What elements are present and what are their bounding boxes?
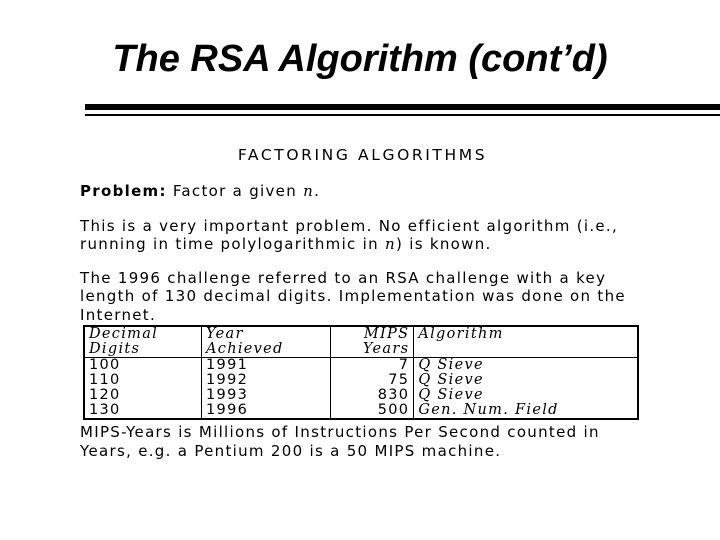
problem-variable: n bbox=[303, 182, 315, 200]
problem-text: Factor a given bbox=[172, 182, 298, 200]
cell-algorithm: Q Sieve bbox=[418, 387, 484, 403]
cell-mips: 75 bbox=[331, 373, 414, 388]
cell-year: 1991 bbox=[202, 358, 331, 374]
mips-definition-paragraph: MIPS-Years is Millions of Instructions Per Second counted in Years, e.g. a Pentium 200 is a 50 MIPS machine. bbox=[80, 423, 600, 460]
title-divider-thin bbox=[85, 114, 720, 116]
importance-end: ) is known. bbox=[396, 235, 492, 253]
cell-algorithm: Q Sieve bbox=[418, 372, 484, 388]
problem-paragraph bbox=[80, 182, 645, 201]
scanned-excerpt bbox=[80, 140, 645, 460]
cell-digits: 100 bbox=[84, 358, 202, 374]
cell-mips: 500 bbox=[331, 403, 414, 419]
importance-paragraph bbox=[80, 217, 645, 254]
header-year: Year Achieved bbox=[202, 326, 331, 358]
cell-mips: 830 bbox=[331, 388, 414, 403]
table-row bbox=[84, 358, 638, 374]
header-mips: MIPS Years bbox=[331, 326, 414, 358]
factoring-table bbox=[83, 325, 639, 420]
table-header-row bbox=[84, 326, 638, 358]
cell-digits: 120 bbox=[84, 388, 202, 403]
problem-end: . bbox=[314, 182, 321, 200]
header-algorithm: Algorithm bbox=[418, 326, 504, 342]
cell-mips: 7 bbox=[331, 358, 414, 374]
cell-algorithm: Q Sieve bbox=[418, 357, 484, 373]
table-row bbox=[84, 373, 638, 388]
cell-year: 1993 bbox=[202, 388, 331, 403]
importance-variable: n bbox=[385, 235, 396, 253]
header-digits: Decimal Digits bbox=[84, 326, 202, 358]
cell-digits: 110 bbox=[84, 373, 202, 388]
slide-title: The RSA Algorithm (cont’d) bbox=[112, 38, 608, 80]
excerpt-heading: FACTORING ALGORITHMS bbox=[237, 146, 488, 164]
problem-label: Problem: bbox=[80, 182, 167, 200]
table-row bbox=[84, 403, 638, 419]
cell-year: 1996 bbox=[202, 403, 331, 419]
challenge-paragraph: The 1996 challenge referred to an RSA challenge with a key length of 130 decimal digits. Implementation was done on the Internet. bbox=[80, 268, 626, 324]
importance-text: This is a very important problem. No efficient algorithm (i.e., running in time polylogarithmic in bbox=[80, 216, 619, 253]
cell-digits: 130 bbox=[84, 403, 202, 419]
cell-algorithm: Gen. Num. Field bbox=[418, 402, 559, 418]
title-divider-thick bbox=[85, 104, 720, 110]
cell-year: 1992 bbox=[202, 373, 331, 388]
table-row bbox=[84, 388, 638, 403]
